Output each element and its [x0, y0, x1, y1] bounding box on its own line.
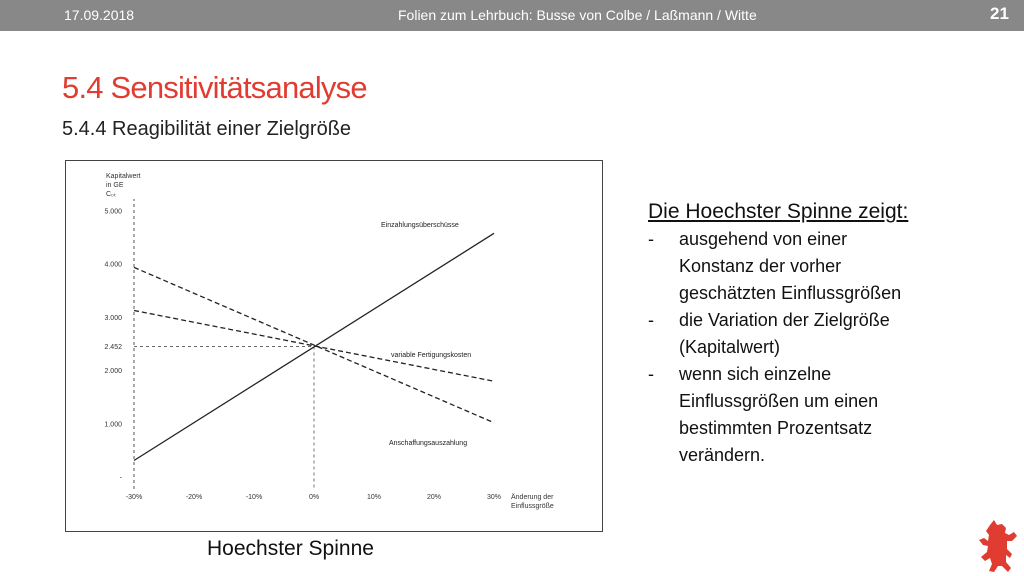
series-line	[134, 267, 494, 422]
slide-subtitle: 5.4.4 Reagibilität einer Zielgröße	[62, 118, 352, 140]
note-item	[648, 226, 988, 307]
berlin-bear-logo	[976, 519, 1020, 573]
x-tick-label: 30%	[486, 494, 502, 501]
series-label: Einzahlungsüberschüsse	[381, 222, 459, 229]
note-line: geschätzten Einflussgrößen	[679, 283, 902, 303]
spider-chart	[66, 161, 602, 531]
y-tick-label: 4.000	[104, 261, 122, 269]
header-footer-text: Folien zum Lehrbuch: Busse von Colbe / Laßmann / Witte	[398, 7, 757, 23]
note-line: (Kapitalwert)	[679, 337, 781, 357]
note-dash: -	[648, 229, 654, 249]
series-label: Anschaffungsauszahlung	[389, 440, 468, 447]
header-date: 17.09.2018	[64, 7, 135, 23]
note-line: ausgehend von einer	[679, 229, 848, 249]
x-axis-label: Änderung der	[511, 494, 554, 501]
x-tick-label: 20%	[426, 494, 442, 501]
y-tick-label: 3.000	[104, 314, 122, 322]
spider-chart-figure	[65, 160, 603, 532]
x-axis-label: Einflussgröße	[511, 503, 554, 510]
y-axis-label: Kapitalwert	[106, 173, 141, 180]
y-tick-label: 5.000	[104, 208, 122, 216]
note-dash: -	[648, 364, 654, 384]
slide-title: 5.4 Sensitivitätsanalyse	[62, 70, 367, 105]
x-tick-label: 0%	[308, 494, 320, 501]
note-line: Konstanz der vorher	[679, 256, 842, 276]
y-axis-label: C₀ₜ	[106, 191, 117, 198]
y-tick-label: 2.452	[104, 344, 122, 352]
notes-heading: Die Hoechster Spinne zeigt:	[648, 200, 909, 223]
note-line: die Variation der Zielgröße	[679, 310, 890, 330]
y-tick-label: 2.000	[104, 368, 122, 376]
note-line: verändern.	[679, 445, 766, 465]
notes-panel	[648, 200, 988, 469]
note-line: bestimmten Prozentsatz	[679, 418, 873, 438]
note-item	[648, 361, 988, 469]
notes-list	[648, 226, 988, 469]
figure-caption: Hoechster Spinne	[207, 537, 374, 560]
note-line: Einflussgrößen um einen	[679, 391, 879, 411]
note-dash: -	[648, 310, 654, 330]
x-tick-label: -20%	[185, 494, 203, 501]
header-bar	[0, 0, 1024, 31]
x-tick-label: -30%	[125, 494, 143, 501]
x-tick-label: -10%	[245, 494, 263, 501]
note-item	[648, 307, 988, 361]
y-tick-label: 1.000	[104, 421, 122, 429]
note-line: wenn sich einzelne	[679, 364, 832, 384]
x-tick-label: 10%	[366, 494, 382, 501]
y-tick-label: -	[119, 474, 122, 482]
slide-number: 21	[990, 4, 1009, 23]
y-axis-label: in GE	[106, 182, 124, 189]
series-label: variable Fertigungskosten	[391, 352, 472, 359]
